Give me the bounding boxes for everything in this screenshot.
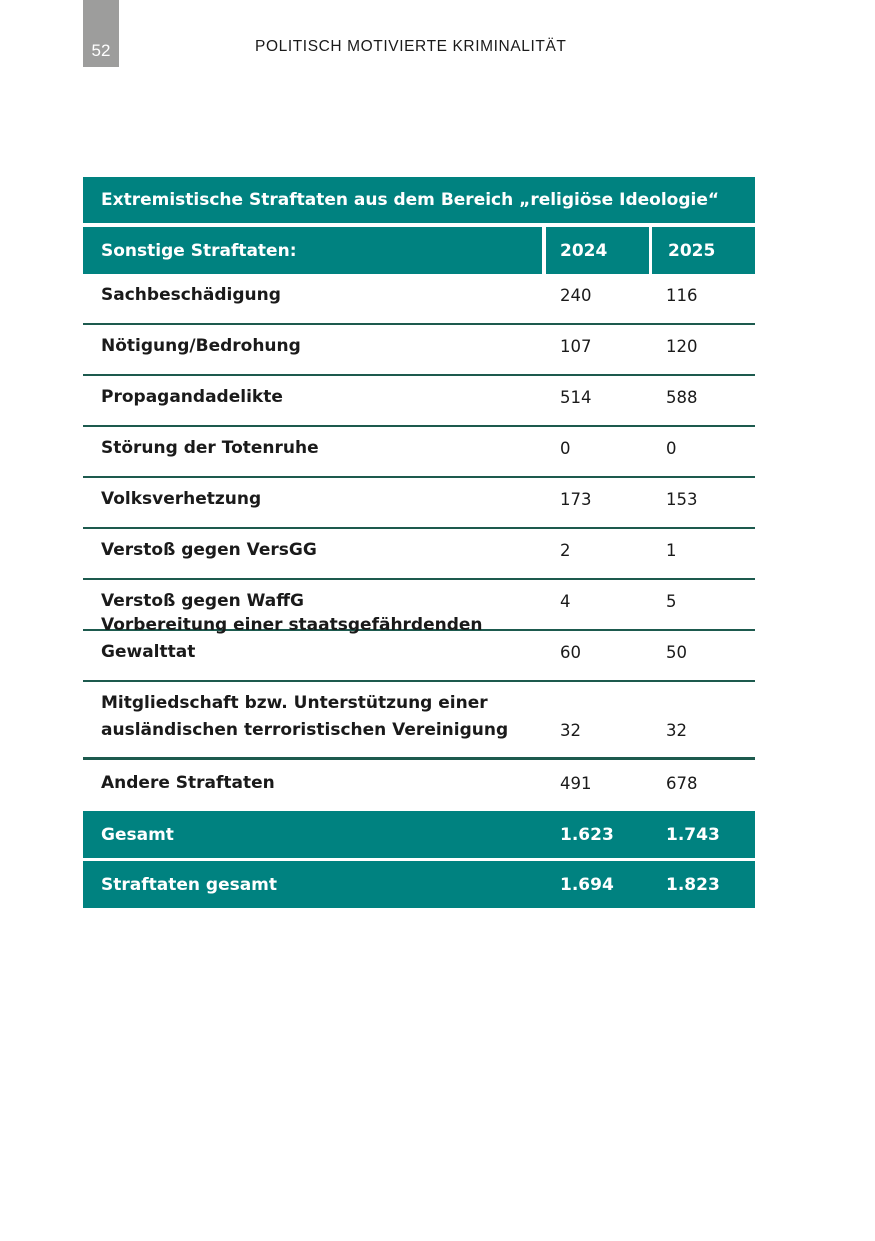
value-2024: 2 bbox=[560, 541, 571, 560]
table-row bbox=[83, 760, 755, 811]
row-label: Verstoß gegen WaffG bbox=[101, 591, 304, 611]
value-2024: 107 bbox=[560, 337, 592, 356]
table-row bbox=[83, 529, 755, 580]
value-2024: 514 bbox=[560, 388, 592, 407]
value-2024: 491 bbox=[560, 774, 592, 793]
table-row bbox=[83, 274, 755, 325]
value-2024: 4 bbox=[560, 592, 571, 611]
value-2025: 50 bbox=[666, 643, 687, 662]
table-title: Extremistische Straftaten aus dem Bereich „religiöse Ideologie“ bbox=[83, 177, 755, 223]
row-label: Verstoß gegen VersGG bbox=[101, 540, 317, 560]
value-2024: 32 bbox=[560, 721, 581, 740]
total-label: Gesamt bbox=[101, 824, 174, 845]
statistics-table bbox=[83, 177, 755, 908]
grand-total-value-2024: 1.694 bbox=[560, 874, 614, 895]
row-label: Volksverhetzung bbox=[101, 489, 262, 509]
value-2024: 60 bbox=[560, 643, 581, 662]
row-label: Andere Straftaten bbox=[101, 773, 275, 793]
table-row bbox=[83, 325, 755, 376]
header-year-2024: 2024 bbox=[546, 227, 649, 274]
value-2025: 1 bbox=[666, 541, 677, 560]
value-2025: 153 bbox=[666, 490, 698, 509]
row-label: Vorbereitung einer staatsgefährdenden Gewalttat bbox=[101, 615, 483, 662]
row-label-line-1: Mitgliedschaft bzw. Unterstützung einer bbox=[101, 693, 488, 713]
row-label bbox=[83, 690, 560, 744]
value-2025: 5 bbox=[666, 592, 677, 611]
page-number-tab bbox=[83, 0, 119, 67]
value-2025: 32 bbox=[666, 721, 687, 740]
value-2025: 116 bbox=[666, 286, 698, 305]
table-header-row bbox=[83, 227, 755, 274]
value-2025: 588 bbox=[666, 388, 698, 407]
value-2024: 0 bbox=[560, 439, 571, 458]
table-row bbox=[83, 615, 755, 682]
grand-total-label: Straftaten gesamt bbox=[101, 874, 278, 895]
grand-total-value-2025: 1.823 bbox=[666, 874, 720, 895]
value-2025: 678 bbox=[666, 774, 698, 793]
running-head: POLITISCH MOTIVIERTE KRIMINALITÄT bbox=[255, 38, 567, 55]
header-year-2025: 2025 bbox=[652, 227, 755, 274]
value-2025: 0 bbox=[666, 439, 677, 458]
total-row bbox=[83, 811, 755, 858]
value-2025: 120 bbox=[666, 337, 698, 356]
header-label: Sonstige Straftaten: bbox=[83, 227, 542, 274]
row-label: Propagandadelikte bbox=[101, 387, 283, 407]
row-label: Störung der Totenruhe bbox=[101, 438, 319, 458]
table-row bbox=[83, 427, 755, 478]
row-label: Sachbeschädigung bbox=[101, 285, 281, 305]
page-number: 52 bbox=[91, 41, 111, 60]
table-row bbox=[83, 478, 755, 529]
table-row bbox=[83, 376, 755, 427]
total-value-2025: 1.743 bbox=[666, 824, 720, 845]
table-row bbox=[83, 682, 755, 760]
row-label-line-2: ausländischen terroristischen Vereinigung bbox=[101, 720, 509, 740]
value-2024: 240 bbox=[560, 286, 592, 305]
total-value-2024: 1.623 bbox=[560, 824, 614, 845]
grand-total-row bbox=[83, 861, 755, 908]
value-2024: 173 bbox=[560, 490, 592, 509]
row-label: Nötigung/Bedrohung bbox=[101, 336, 301, 356]
